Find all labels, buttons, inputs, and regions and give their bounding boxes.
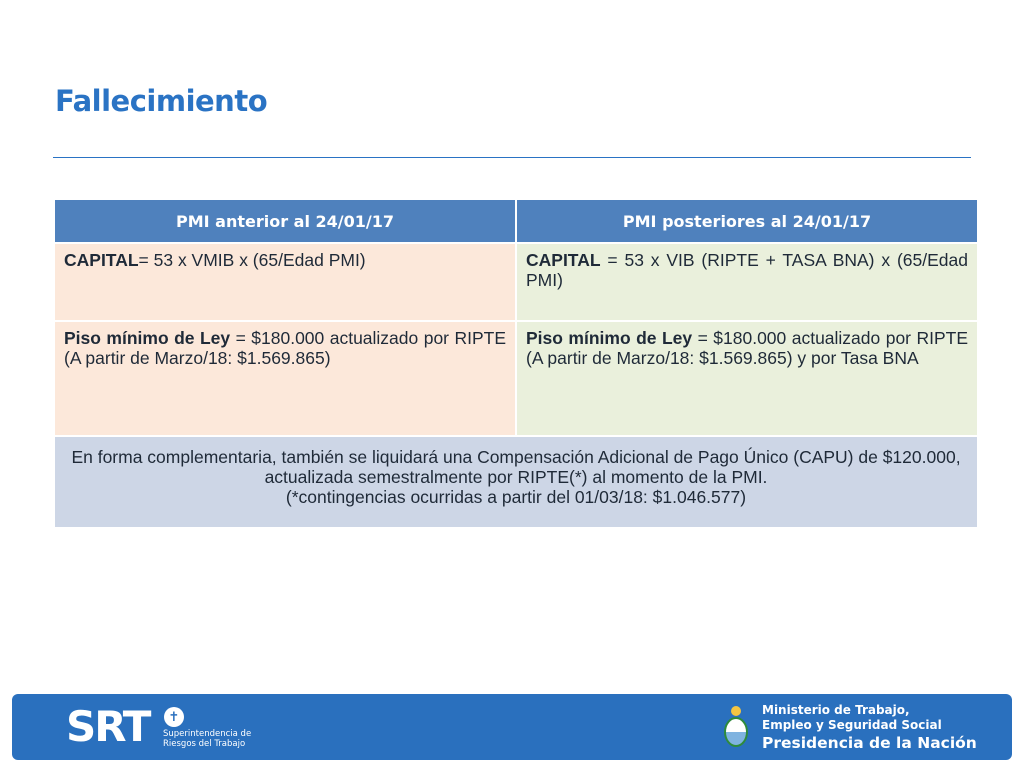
- capu-note-text: En forma complementaria, también se liquidará una Compensación Adicional de Pago Único (CAPU) de $120.000, actualizada semestralmente por RIPTE(*) al momento de la PMI.: [71, 447, 961, 487]
- header-pmi-anterior: PMI anterior al 24/01/17: [54, 199, 516, 243]
- slide-title: Fallecimiento: [55, 84, 268, 118]
- presidency-line: Presidencia de la Nación: [762, 734, 977, 752]
- ministry-line2: Empleo y Seguridad Social: [762, 718, 942, 732]
- srt-emblem-icon: ✝: [164, 707, 184, 727]
- piso-text: = $180.000 actualizado por RIPTE (A partir de Marzo/18: $1.569.865): [64, 328, 506, 368]
- table-row-piso-minimo: [54, 321, 978, 436]
- capital-formula: = 53 x VMIB x (65/Edad PMI): [138, 250, 366, 270]
- argentina-coat-of-arms-icon: [722, 704, 750, 750]
- piso-label: Piso mínimo de Ley: [64, 328, 231, 348]
- table-header-row: [54, 199, 978, 243]
- srt-logo-subtitle: [163, 729, 251, 749]
- pmi-comparison-table: [53, 198, 979, 529]
- ministry-label: [762, 703, 977, 753]
- title-divider: [53, 157, 971, 158]
- srt-subtitle-line1: Superintendencia de: [163, 729, 252, 739]
- ministry-line1: Ministerio de Trabajo,: [762, 703, 910, 717]
- cell-capital-anterior: [54, 243, 516, 321]
- header-pmi-posteriores: PMI posteriores al 24/01/17: [516, 199, 978, 243]
- capu-note-cell: [54, 436, 978, 528]
- table-row-capu-note: [54, 436, 978, 528]
- capu-contingency-note: (*contingencias ocurridas a partir del 01/03/18: $1.046.577): [285, 487, 747, 507]
- capital-formula: = 53 x VIB (RIPTE + TASA BNA) x (65/Edad PMI): [526, 250, 968, 290]
- piso-label: Piso mínimo de Ley: [526, 328, 693, 348]
- capital-label: CAPITAL: [64, 250, 139, 270]
- srt-logo: SRT: [66, 702, 150, 751]
- cell-piso-anterior: [54, 321, 516, 436]
- srt-subtitle-line2: Riesgos del Trabajo: [163, 739, 246, 749]
- capital-label: CAPITAL: [526, 250, 601, 270]
- table-row-capital: [54, 243, 978, 321]
- piso-text: = $180.000 actualizado por RIPTE (A partir de Marzo/18: $1.569.865) y por Tasa BNA: [526, 328, 968, 368]
- cell-capital-posteriores: [516, 243, 978, 321]
- cell-piso-posteriores: [516, 321, 978, 436]
